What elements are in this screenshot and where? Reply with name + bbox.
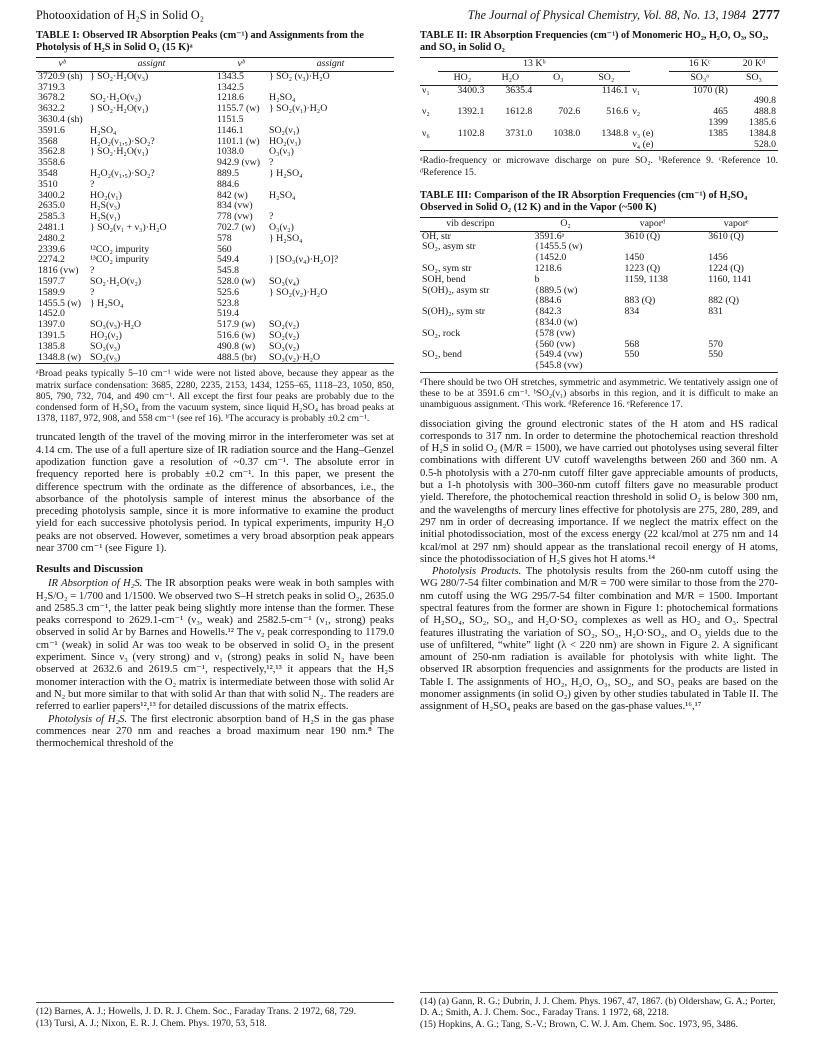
table-cell bbox=[694, 361, 778, 372]
table-cell: HO₂(ν₃) bbox=[269, 135, 301, 147]
table-cell: 568 bbox=[624, 338, 640, 350]
table3 bbox=[420, 217, 778, 373]
table-cell: SO₂(ν₂) bbox=[269, 319, 300, 331]
table-cell: } SO₂·H₂O(ν₃) bbox=[90, 70, 149, 82]
paragraph-heading: Photolysis of H₂S. bbox=[48, 713, 128, 725]
table-cell: H₂O₂(ν₁,₅)·SO₂? bbox=[90, 135, 155, 147]
table-cell: 1392.1 bbox=[457, 106, 485, 118]
table-cell: ν₂ bbox=[632, 106, 641, 118]
reference: (12) Barnes, A. J.; Howells, J. D. R. J. Chem. Soc., Faraday Trans. 2 1972, 68, 729. bbox=[36, 1006, 357, 1017]
table-cell: SO₂, bend bbox=[422, 349, 462, 361]
table3-header: vib descripn bbox=[420, 217, 521, 231]
table-cell: 1146.1 bbox=[601, 84, 629, 96]
section-heading: Results and Discussion bbox=[36, 563, 143, 576]
table-cell: SO₂, sym str bbox=[422, 262, 472, 274]
table-cell: 1218.6 bbox=[534, 262, 562, 274]
table-cell: 882 (Q) bbox=[708, 295, 739, 307]
table-cell: 3591.6 bbox=[38, 124, 65, 136]
table3-body bbox=[420, 231, 778, 372]
table-cell: 1038.0 bbox=[553, 127, 581, 139]
table2-sub-header: SO₃ bbox=[746, 71, 762, 83]
table-cell: H₂O₂(ν₁,₅)·SO₂? bbox=[90, 167, 155, 179]
table-cell: 578 bbox=[217, 232, 232, 244]
table-cell: 2339.6 bbox=[38, 243, 65, 255]
table-row bbox=[36, 353, 394, 364]
table-cell: ? bbox=[269, 211, 274, 223]
table-cell: 3635.4 bbox=[505, 84, 533, 96]
table-cell: SO₂, rock bbox=[422, 327, 461, 339]
table-cell: 3510 bbox=[38, 178, 58, 190]
table-cell bbox=[611, 318, 695, 329]
table-cell: 1612.8 bbox=[505, 106, 533, 118]
table-cell: 1816 (vw) bbox=[38, 265, 79, 277]
table-cell: 1343.5 bbox=[217, 70, 244, 82]
table-row bbox=[420, 129, 778, 140]
table-cell: 3558.6 bbox=[38, 157, 65, 169]
running-header bbox=[36, 6, 780, 26]
table-cell: 2481.1 bbox=[38, 221, 65, 233]
table-cell bbox=[486, 140, 534, 151]
table1 bbox=[36, 57, 394, 364]
table-cell: 3720.9 (sh) bbox=[38, 70, 83, 82]
table-cell: } H₂SO₄ bbox=[269, 167, 303, 179]
table-row bbox=[420, 350, 778, 361]
table-row bbox=[420, 361, 778, 372]
table-cell bbox=[694, 318, 778, 329]
table-cell: H₂SO₄ bbox=[269, 92, 296, 104]
table-cell: 549.4 bbox=[217, 254, 240, 266]
reference: (14) (a) Gann, R. G.; Dubrin, J. J. Chem. Phys. 1967, 47, 1867. (b) Oldershaw, G. A.; Porter, D. A.; Smith, A. J. Chem. Soc., Faraday Trans. 1 1972, 68, 2218. bbox=[420, 996, 776, 1019]
table-cell: 516.6 bbox=[606, 106, 629, 118]
table-cell: ¹²CO₂ impurity bbox=[90, 243, 150, 255]
table-cell: 1348.8 (w) bbox=[38, 351, 81, 363]
paragraph-heading: IR Absorption of H₂S. bbox=[48, 578, 143, 590]
table2-sub-header: O₃ bbox=[553, 71, 564, 83]
table-row bbox=[420, 140, 778, 151]
table-cell: ν₄ (e) bbox=[632, 138, 654, 150]
paragraph-text: The first electronic absorption band of H₂S in the gas phase commences near 270 nm and reaches a broad maximum near 190 nm.⁸ The thermochemical threshold of the bbox=[36, 713, 394, 750]
table-cell bbox=[694, 242, 778, 253]
table-cell: S(OH)₂, sym str bbox=[422, 306, 486, 318]
table-cell: 570 bbox=[708, 338, 723, 350]
paragraph: truncated length of the travel of the moving mirror in the interferometer was set at 4.14 cm. The use of a full aperture size of IR radiation source and the Hang–Genzel apodization function gave a resolution of ~0.37 cm⁻¹. The absolute error in frequency reported here is probably ±0.2 cm⁻¹. In this paper, we present the difference spectrum with the ordinate as the difference of absorbances, i.e., the absorbance of the photolysis sample of interest minus the absorbance of the preceding photolysis sample, since it is more informative to examine the product yield for each successive photolysis period. In typical experiments, impurity H₂O peaks are not observed. However, sometimes a very broad absorption peak appears near 3700 cm⁻¹ (see Figure 1). bbox=[36, 432, 394, 554]
table-cell: SO₃(ν₂) bbox=[269, 340, 300, 352]
table-row bbox=[420, 318, 778, 329]
table-cell: 1385.8 bbox=[38, 340, 65, 352]
table-cell: H₂S(ν₃) bbox=[90, 200, 121, 212]
paragraph bbox=[36, 578, 394, 713]
table-cell: 550 bbox=[624, 349, 640, 361]
table-cell: S(OH)₂, asym str bbox=[422, 284, 490, 296]
table-cell: ? bbox=[90, 178, 95, 190]
table-cell: {545.8 (vw) bbox=[534, 360, 583, 372]
table-cell: 1070 (R) bbox=[692, 84, 728, 96]
table-cell: O₃(ν₂) bbox=[269, 221, 294, 233]
reference: (13) Tursi, A. J.; Nixon, E. R. J. Chem. Phys. 1970, 53, 518. bbox=[36, 1018, 267, 1030]
table-cell: } SO₂ (ν₃)·H₂O bbox=[269, 70, 330, 82]
table2-group-header: 20 Kᵈ bbox=[730, 58, 778, 72]
paragraph: dissociation giving the ground electronic states of the H atom and HS radical corresponds to 317 nm. In order to determine the photochemical reaction threshold of H₂S in solid O₂ (M/R = 1500), we have carried out photolyses using several filter combinations with different UV cutoff wavelengths between 260 and 360 nm. A 0.5-h photolysis with a 270-nm cutoff filter gave appreciable amounts of products, but a 1-h photolysis with 300–360-nm cutoff filters gave no measurable product yield. Therefore, the photochemical reaction threshold in solid O₂ is below 300 nm, and the wavelengths of mercury lines effective for photolysis are 275, 280, 289, and 297 nm in order of decreasing importance. If we neglect the matrix effect on the initial photodissociation, most of the excess energy (22 kcal/mol at 275 nm and 14 kcal/mol at 297 nm) should appear as the translational recoil energy of H atoms, since the photodissociation of H₂S gives hot H atoms.¹⁴ bbox=[420, 418, 778, 565]
table-cell: SO₂(ν₂) bbox=[269, 329, 300, 341]
table-cell: SO₃(ν₃) bbox=[90, 340, 121, 352]
table-cell: 3610 (Q) bbox=[708, 230, 744, 242]
footnote-references-left bbox=[36, 1002, 394, 1030]
table-cell: 1223 (Q) bbox=[624, 262, 661, 274]
table-cell: 519.4 bbox=[217, 308, 240, 320]
page-number: 2777 bbox=[752, 8, 780, 23]
table-row bbox=[36, 299, 394, 310]
table1-footnote: ᵃBroad peaks typically 5–10 cm⁻¹ wide were not listed above, because they appear as the matrix surface condensation: 3685, 2280, 2235, 2153, 1434, 1255–65, 1118–23, 1050, 850, 805, 790, 732, 704, and 490 cm⁻¹. All except the first four peaks are probably due to the condensed form of H₂SO₄ from the vacuum system, since liquid H₂SO₄ has broad peaks at 1378, 1187, 972, 908, and 558 cm⁻¹ (see ref 16). ᵇThe accuracy is probably ±0.2 cm⁻¹. bbox=[36, 368, 394, 425]
table-cell: ¹³CO₂ impurity bbox=[90, 254, 150, 266]
table-cell: } SO₂(ν₁)·H₂O bbox=[269, 103, 328, 115]
table-cell: 1151.5 bbox=[217, 113, 244, 125]
table-cell: 488.8 bbox=[753, 106, 776, 118]
table2-body bbox=[420, 85, 778, 151]
table-row bbox=[420, 340, 778, 351]
table-cell: HO₂(ν₂) bbox=[90, 329, 122, 341]
right-column bbox=[420, 30, 778, 714]
table-cell: 3548 bbox=[38, 167, 58, 179]
table-cell: 2274.2 bbox=[38, 254, 65, 266]
table-cell: 1155.7 (w) bbox=[217, 103, 260, 115]
table-cell bbox=[611, 242, 695, 253]
table-cell: 1597.7 bbox=[38, 275, 65, 287]
table1-caption: TABLE I: Observed IR Absorption Peaks (cm⁻¹) and Assignments from the Photolysis of H₂S in Solid O₂ (15 K)ᵃ bbox=[36, 30, 364, 53]
table-cell: } H₂SO₄ bbox=[90, 297, 124, 309]
table-cell: 1038.0 bbox=[217, 146, 244, 158]
table-cell: 942.9 (vw) bbox=[217, 157, 260, 169]
table-cell: 3568 bbox=[38, 135, 58, 147]
table-cell: H₂SO₄ bbox=[90, 124, 117, 136]
table-cell: 2480.2 bbox=[38, 232, 65, 244]
table-row bbox=[36, 234, 394, 245]
table-cell bbox=[267, 180, 394, 191]
table-cell: O₃(ν₃) bbox=[269, 146, 294, 158]
table-cell: 488.5 (br) bbox=[217, 351, 257, 363]
paragraph-heading: Photolysis Products. bbox=[432, 566, 522, 578]
table-cell: 1218.6 bbox=[217, 92, 244, 104]
table-cell bbox=[438, 140, 486, 151]
table-cell: {549.4 (vw) bbox=[534, 349, 583, 361]
table-cell: 834 (vw) bbox=[217, 200, 253, 212]
table-cell: 550 bbox=[708, 349, 723, 361]
table2-sub-header: SO₃ᵃ bbox=[690, 71, 709, 83]
table-cell: } SO₂(ν₂)·H₂O bbox=[269, 286, 328, 298]
table-cell: HO₂(ν₁) bbox=[90, 189, 122, 201]
table-cell: } SO₂·H₂O(ν₁) bbox=[90, 146, 149, 158]
table-row bbox=[420, 307, 778, 318]
table-cell: {578 (vw) bbox=[534, 327, 576, 339]
table-cell: 1348.8 bbox=[601, 127, 629, 139]
table-cell: 490.8 (w) bbox=[217, 340, 256, 352]
footnote-references-right bbox=[420, 992, 778, 1032]
table-cell: 1397.0 bbox=[38, 319, 65, 331]
table-cell bbox=[267, 299, 394, 310]
table-row bbox=[36, 147, 394, 158]
table-cell: } SO₂(ν₁ + ν₃)·H₂O bbox=[90, 221, 167, 233]
table-cell: SO₂(ν₃) bbox=[90, 351, 121, 363]
table2-group-header: 13 Kᵇ bbox=[438, 58, 630, 72]
table-row bbox=[36, 223, 394, 234]
table-cell: {1455.5 (w) bbox=[534, 241, 583, 253]
table3-header: vaporᵉ bbox=[694, 217, 778, 231]
table-cell: ? bbox=[269, 157, 274, 169]
table-cell: 3562.8 bbox=[38, 146, 65, 158]
table-cell: SO₂·H₂O(ν₂) bbox=[90, 275, 142, 287]
table-cell: ? bbox=[90, 286, 95, 298]
table-row bbox=[36, 342, 394, 353]
table-cell: 3400.2 bbox=[38, 189, 65, 201]
table3-footnote: ᵃThere should be two OH stretches, symmetric and asymmetric. We tentatively assign one of these to be at 3591.6 cm⁻¹. ᵇSO₂(ν₁) absorbs in this region, and it is difficult to make an unambiguous assignment. ᶜThis work. ᵈReference 16. ᵉReference 17. bbox=[420, 376, 778, 411]
table-cell: 1450 bbox=[624, 252, 645, 264]
table-cell: SO₃(ν₂)·H₂O bbox=[269, 351, 321, 363]
table-cell: SO₂, asym str bbox=[422, 241, 476, 253]
table-cell: } [SO₃(ν₄)·H₂O]? bbox=[269, 254, 339, 266]
table1-body bbox=[36, 71, 394, 364]
table-cell: b bbox=[534, 273, 540, 285]
table-row bbox=[420, 329, 778, 340]
table-cell: ν₃ (e) bbox=[632, 127, 654, 139]
table-cell: 1224 (Q) bbox=[708, 262, 744, 274]
table3-header: vaporᵈ bbox=[611, 217, 695, 231]
table-cell: {842.3 bbox=[534, 306, 562, 318]
table-cell: 1160, 1141 bbox=[708, 273, 752, 285]
table-cell: 1385 bbox=[708, 127, 728, 139]
table-cell: 1589.9 bbox=[38, 286, 65, 298]
table-cell: 545.8 bbox=[217, 265, 240, 277]
table-cell bbox=[534, 85, 582, 96]
journal-citation bbox=[468, 8, 780, 24]
table-cell: H₂SO₄ bbox=[269, 189, 296, 201]
table-cell: 3400.3 bbox=[457, 84, 485, 96]
table-cell bbox=[420, 361, 521, 372]
paragraph-text: The IR absorption peaks were weak in both samples with H₂S/O₂ = 1/700 and 1/1500. We observed two S–H stretch peaks in solid O₂, 2635.0 and 2585.3 cm⁻¹, the latter peak being slightly more intense than the former. These peaks correspond to 2629.1-cm⁻¹ (ν₃, weak) and 2582.5-cm⁻¹ (ν₁, strong) peaks observed in solid Ar by Barnes and Howells.¹² The ν₂ peak corresponding to 1179.0 cm⁻¹ (weak) in solid Ar was too weak to be observed in solid O₂ in the present experiment. Since ν₃ (very strong) and ν₁ (strong) peaks in solid N₂ have been observed at 2632.6 and 2619.5 cm⁻¹, respectively,¹²,¹³ it appears that the H₂S monomer interaction with the O₂ matrix is intermediate between those with solid Ar and N₂ but more similar to that with solid Ar than that with solid N₂. The readers are referred to earlier papers¹²,¹³ for detailed discussions of the matrix effects. bbox=[36, 578, 395, 713]
table-cell: 702.6 bbox=[558, 106, 581, 118]
table-cell: 1456 bbox=[708, 252, 728, 264]
table-row bbox=[420, 85, 778, 96]
table-cell bbox=[582, 140, 630, 151]
table-row bbox=[36, 288, 394, 299]
table-cell: 2635.0 bbox=[38, 200, 65, 212]
table-cell: 523.8 bbox=[217, 297, 240, 309]
table-cell: ν₁ bbox=[632, 84, 641, 96]
table-cell: ? bbox=[90, 265, 95, 277]
table-cell: OH, str bbox=[422, 230, 451, 242]
table2 bbox=[420, 57, 778, 151]
table3-header: O₂ bbox=[521, 217, 611, 231]
table-cell: 1385.6 bbox=[749, 116, 776, 128]
table-cell: SO₂(ν₁) bbox=[269, 124, 300, 136]
table-cell: } SO₂·H₂O(ν₁) bbox=[90, 103, 149, 115]
table-cell: 884.6 bbox=[217, 178, 240, 190]
table-cell: SO₃(ν₃)·H₂O bbox=[90, 319, 142, 331]
left-column bbox=[36, 30, 394, 750]
table-cell: {889.5 (w) bbox=[534, 284, 578, 296]
table-cell: } H₂SO₄ bbox=[269, 232, 303, 244]
table2-footnote: ᵃRadio-frequency or microwave discharge on pure SO₂. ᵇReference 9. ᶜReference 10. ᵈReference 15. bbox=[420, 155, 778, 178]
table-cell bbox=[669, 140, 730, 151]
table-cell: 3719.3 bbox=[38, 81, 65, 93]
table-cell: 831 bbox=[708, 306, 723, 318]
running-title: Photooxidation of H₂S in Solid O₂ bbox=[36, 8, 204, 22]
table-cell: 889.5 bbox=[217, 167, 240, 179]
table-cell: 3632.2 bbox=[38, 103, 65, 115]
table1-header: νᵇ bbox=[36, 58, 88, 72]
table-cell: {560 (vw) bbox=[534, 338, 576, 350]
table-cell: 702.7 (w) bbox=[217, 221, 256, 233]
table-cell: 1399 bbox=[708, 116, 728, 128]
table-cell bbox=[267, 201, 394, 212]
table-row bbox=[36, 180, 394, 191]
table2-sub-header: HO₂ bbox=[453, 71, 472, 83]
table-cell: 1391.5 bbox=[38, 329, 65, 341]
table-cell: 525.6 bbox=[217, 286, 240, 298]
table2-group-header: 16 Kᶜ bbox=[669, 58, 730, 72]
table-cell: 1452.0 bbox=[38, 308, 65, 320]
table-cell: 1146.1 bbox=[217, 124, 244, 136]
table-cell: 3678.2 bbox=[38, 92, 65, 104]
table-cell: 3610 (Q) bbox=[624, 230, 661, 242]
table1-header: assignt bbox=[267, 58, 394, 72]
table-row bbox=[36, 126, 394, 137]
table-cell: 778 (vw) bbox=[217, 211, 253, 223]
table-cell: 465 bbox=[713, 106, 728, 118]
table-cell: 2585.3 bbox=[38, 211, 65, 223]
table-cell: 490.8 bbox=[753, 95, 776, 107]
journal-name: The Journal of Physical Chemistry, Vol. 88, No. 13, 1984 bbox=[467, 8, 746, 22]
table-cell bbox=[420, 140, 438, 151]
paragraph-text: The photolysis results from the 260-nm cutoff using the WG 280/7-54 filter combination and M/R = 700 were similar to those from the 270-nm cutoff using the WG 295/7-54 filter combination and M/R = 1500. Important spectral features from the former are shown in Figure 1: photochemical formations of H₂SO₄, SO₂, SO₃, and H₂O·SO₂ complexes as well as HO₂ and O₃. Spectral features illustrating the variation of SO₂, SO₃, H₂O·SO₂, and O₃ yields due to the use of unfiltered, “white” light (λ < 220 nm) are shown in Figure 2. A significant amount of 250-nm radiation is available for photolysis with white light. The observed IR absorption frequencies and assignments for the products are listed in Table I. The assignments of HO₂, H₂O, O₃, SO₂, and SO₃ peaks are based on the monomer assignments (in solid O₂) given by other studies tabulated in Table II. The assignment of H₂SO₄ peaks are based on the gas-phase values.¹⁶,¹⁷ bbox=[420, 566, 779, 713]
table-cell: SO₃(ν₄) bbox=[269, 275, 300, 287]
table-cell bbox=[88, 234, 215, 245]
paragraph bbox=[420, 566, 778, 714]
table-row bbox=[36, 71, 394, 82]
table-cell: 1342.5 bbox=[217, 81, 244, 93]
table-cell: H₂S(ν₁) bbox=[90, 211, 121, 223]
table-cell: 1101.1 (w) bbox=[217, 135, 260, 147]
table-cell: 528.0 bbox=[753, 138, 776, 150]
table-cell: ν₂ bbox=[422, 106, 430, 118]
table-cell: ν₁ bbox=[422, 84, 430, 96]
table-cell: 842 (w) bbox=[217, 189, 248, 201]
paragraph bbox=[36, 714, 394, 751]
table-cell: SOH, bend bbox=[422, 273, 466, 285]
table1-header: νᵇ bbox=[215, 58, 267, 72]
table-cell: 516.6 (w) bbox=[217, 329, 256, 341]
table-cell: 1159, 1138 bbox=[624, 273, 668, 285]
table2-caption: TABLE II: IR Absorption Frequencies (cm⁻¹) of Monomeric HO₂, H₂O, O₃, SO₂, and SO₃ in Solid O₂ bbox=[420, 30, 769, 53]
table2-sub-header: H₂O bbox=[501, 71, 520, 83]
table-cell: 1455.5 (w) bbox=[38, 297, 81, 309]
table-cell: {834.0 (w) bbox=[534, 316, 578, 328]
table-cell bbox=[694, 329, 778, 340]
table-cell: 834 bbox=[624, 306, 640, 318]
table-cell: 1102.8 bbox=[457, 127, 485, 139]
table-cell: ν₆ bbox=[422, 127, 430, 139]
table2-sub-header: SO₂ bbox=[598, 71, 615, 83]
table3-caption: TABLE III: Comparison of the IR Absorption Frequencies (cm⁻¹) of H₂SO₄ Observed in Solid O₂ (12 K) and in the Vapor (~500 K) bbox=[420, 189, 748, 213]
table-cell: 3591.6ᵃ bbox=[534, 230, 565, 242]
table-cell bbox=[611, 361, 695, 372]
table-cell: SO₂·H₂O(ν₃) bbox=[90, 92, 142, 104]
table-cell: 3731.0 bbox=[505, 127, 533, 139]
table-cell: 3630.4 (sh) bbox=[38, 113, 83, 125]
table-row bbox=[36, 104, 394, 115]
reference: (15) Hopkins, A. G.; Tang, S.-V.; Brown, C. W. J. Am. Chem. Soc. 1973, 95, 3486. bbox=[420, 1019, 738, 1031]
table-cell: {1452.0 bbox=[534, 252, 567, 264]
table-cell: {884.6 bbox=[534, 295, 562, 307]
table-cell bbox=[611, 329, 695, 340]
table-cell: 1384.8 bbox=[749, 127, 776, 139]
table-cell: 528.0 (w) bbox=[217, 275, 256, 287]
table-cell bbox=[534, 140, 582, 151]
table1-header: assignt bbox=[88, 58, 215, 72]
table-cell: 560 bbox=[217, 243, 232, 255]
table-cell: 517.9 (w) bbox=[217, 319, 256, 331]
table-cell: 883 (Q) bbox=[624, 295, 656, 307]
table-row bbox=[420, 275, 778, 286]
